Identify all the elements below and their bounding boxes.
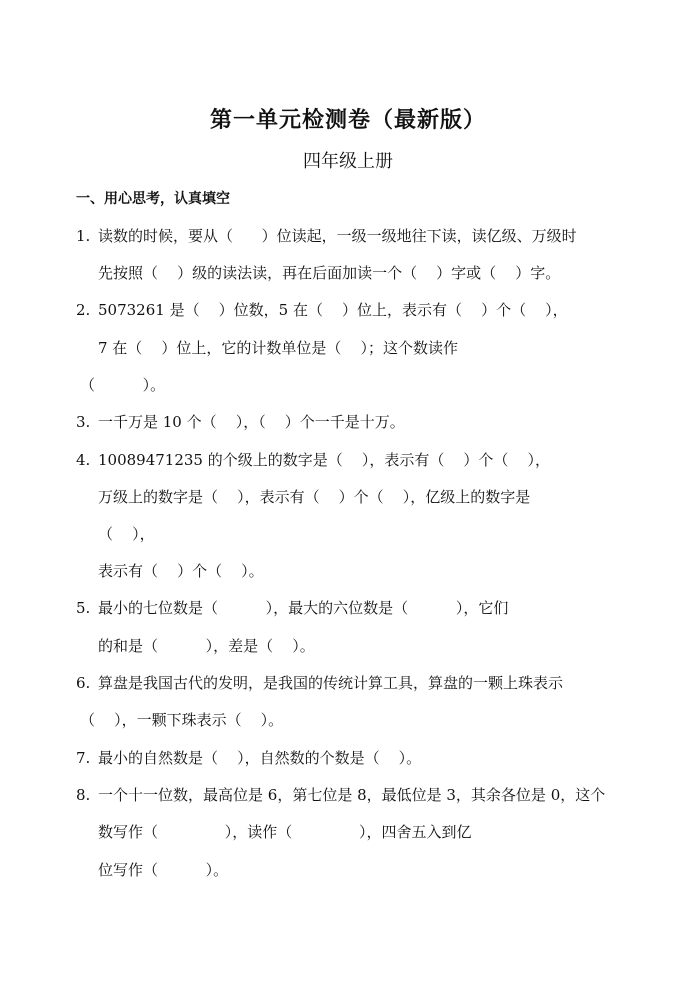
question-number: 7. [76,749,91,767]
question-line: 最小的七位数是（ ），最大的六位数是（ ），它们 [98,599,509,617]
question-line: 5073261 是（ ）位数，5 在（ ）位上，表示有（ ）个（ ）， [98,301,568,319]
page-title: 第一单元检测卷（最新版） [209,107,486,133]
question-line: 最小的自然数是（ ），自然数的个数是（ ）。 [98,749,422,767]
question-line: 读数的时候，要从（ ）位读起，一级一级地往下读，读亿级、万级时 [98,227,577,245]
question-line: 一个十一位数，最高位是 6，第七位是 8，最低位是 3，其余各位是 0，这个 [98,786,606,804]
question-line: 先按照（ ）级的读法读，再在后面加读一个（ ）字或（ ）字。 [98,264,561,282]
question-number: 2. [76,301,91,319]
question-number: 5. [76,599,91,617]
question-line: （ ），一颗下珠表示（ ）。 [80,711,284,729]
section-heading: 一、用心思考，认真填空 [76,191,230,207]
question-number: 6. [76,674,91,692]
question-line: 表示有（ ）个（ ）。 [98,562,264,580]
page-subtitle: 四年级上册 [303,151,393,172]
question-line: 算盘是我国古代的发明，是我国的传统计算工具，算盘的一颗上珠表示 [98,674,564,692]
question-line: 位写作（ ）。 [98,861,229,879]
question-number: 3. [76,413,91,431]
question-line: 万级上的数字是（ ），表示有（ ）个（ ），亿级上的数字是 [98,488,531,506]
question-line: （ ）。 [80,376,166,394]
question-number: 8. [76,786,91,804]
question-number: 4. [76,451,91,469]
question-line: （ ）， [98,525,155,543]
question-number: 1. [76,227,91,245]
question-line: 数写作（ ），读作（ ），四舍五入到亿 [98,823,472,841]
question-line: 7 在（ ）位上，它的计数单位是（ ）；这个数读作 [98,339,458,357]
question-line: 的和是（ ），差是（ ）。 [98,637,315,655]
question-line: 一千万是 10 个（ ），（ ）个一千是十万。 [98,413,405,431]
question-line: 10089471235 的个级上的数字是（ ），表示有（ ）个（ ）， [98,451,550,469]
